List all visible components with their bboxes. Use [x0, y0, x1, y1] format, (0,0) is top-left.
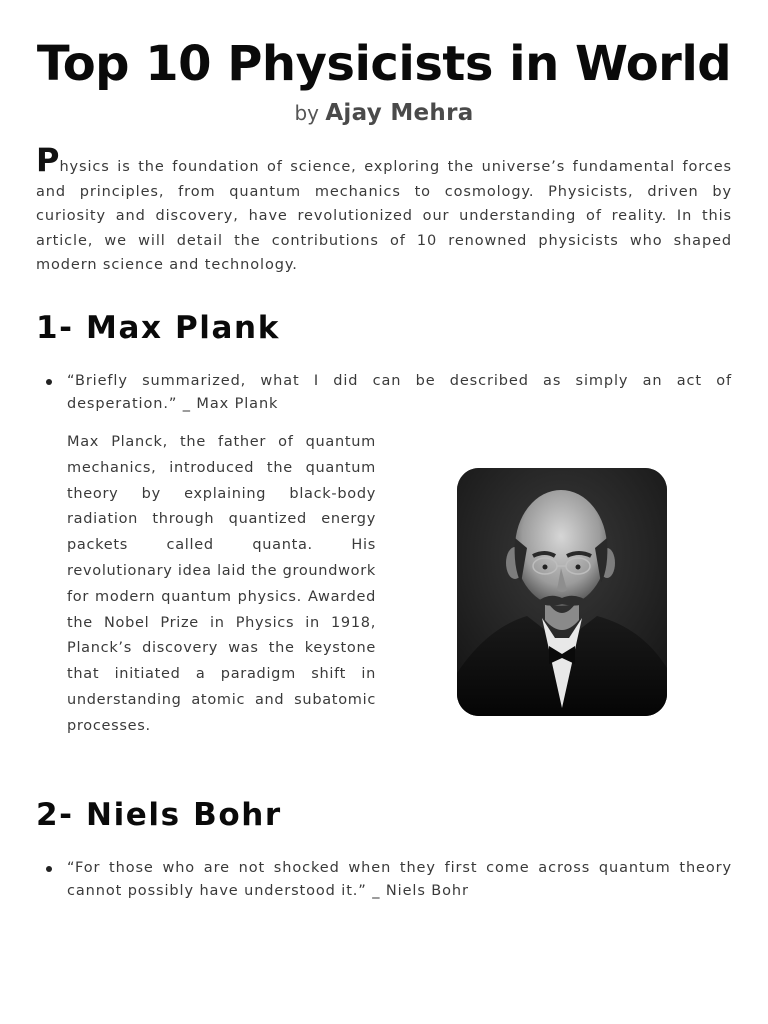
byline — [0, 100, 768, 126]
biography-paragraph: Max Planck, the father of quantum mechanics, introduced the quantum theory by explaining black-body radiation through quantized energy packets called quanta. His revolutionary idea laid the groundwork for modern quantum physics. Awarded the Nobel Prize in Physics in 1918, Planck’s discovery was the keystone that initiated a paradigm shift in understanding atomic and subatomic processes. — [67, 434, 376, 734]
portrait-photo — [457, 468, 667, 716]
intro-paragraph — [36, 141, 732, 278]
byline-prefix: by — [294, 101, 319, 125]
drop-cap: P — [36, 141, 60, 179]
section-heading-niels-bohr: 2- Niels Bohr — [36, 797, 282, 833]
section-heading-max-plank: 1- Max Plank — [36, 310, 280, 346]
quote-text: “Briefly summarized, what I did can be described as simply an act of desperation.” _ Max Plank — [67, 373, 732, 412]
intro-text: hysics is the foundation of science, exploring the universe’s fundamental forces and principles, from quantum mechanics to cosmology. Physicists, driven by curiosity and discovery, have revolutionized our understanding of reality. In this article, we will detail the contributions of 10 renowned physicists who shaped modern science and technology. — [36, 159, 732, 273]
author-name: Ajay Mehra — [325, 100, 474, 126]
quote-text: “For those who are not shocked when they first come across quantum theory cannot possibly have understood it.” _ Niels Bohr — [67, 860, 732, 899]
bullet-icon — [46, 866, 52, 872]
bullet-icon — [46, 379, 52, 385]
quote-list-item — [36, 857, 732, 903]
quote-list-item — [36, 370, 732, 416]
article-title: Top 10 Physicists in World — [36, 36, 732, 92]
